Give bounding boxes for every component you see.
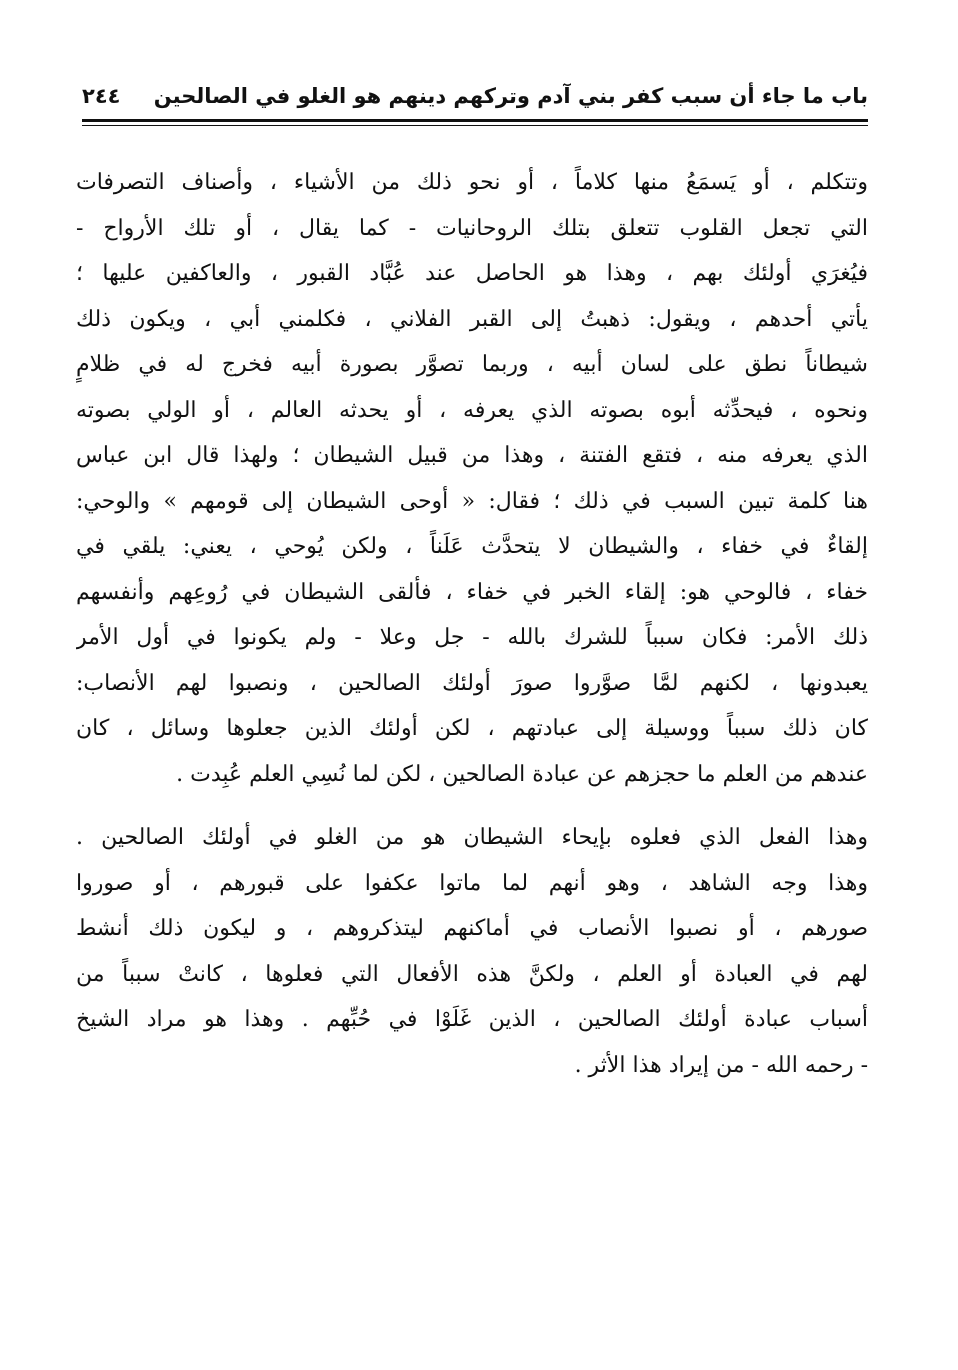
text-line: وتتكلم ، أو يَسمَعُ منها كلاماً ، أو نحو ذلك من الأشياء ، وأصناف التصرفات: [76, 170, 868, 195]
header-divider: [82, 119, 868, 122]
paragraph-1: [76, 160, 868, 797]
paragraph-2: [76, 815, 868, 1088]
text-line: ذلك الأمر: فكان سبباً للشرك بالله - جل وعلا - ولم يكونوا في أول الأمر: [76, 625, 868, 650]
text-line: الذي يعرفه منه ، فتقع الفتنة ، وهذا من قبيل الشيطان ؛ ولهذا قال ابن عباس: [76, 443, 868, 468]
text-line: لهم في العبادة أو العلم ، ولكنَّ هذه الأفعال التي فعلوها ، كانتْ سبباً من: [76, 961, 868, 987]
chapter-title: باب ما جاء أن سبب كفر بني آدم وتركهم دينهم هو الغلو في الصالحين: [153, 84, 868, 108]
text-line: كان ذلك سبباً ووسيلة إلى عبادتهم ، لكن أولئك الذين جعلوها وسائل ، كان: [76, 716, 868, 741]
text-line: هنا كلمة تبين السبب في ذلك ؛ فقال: « أوحى الشيطان إلى قومهم » والوحي:: [76, 488, 868, 514]
text-line: صورهم ، أو نصبوا الأنصاب في أماكنهم ليتذكروهم ، و ليكون ذلك أنشط: [76, 916, 868, 941]
running-header: [82, 78, 868, 120]
text-line: وهذا الفعل الذي فعلوه بإيحاء الشيطان هو من الغلو في أولئك الصالحين .: [76, 825, 868, 850]
text-line: - رحمه الله - من إيراد هذا الأثر .: [574, 1052, 868, 1078]
text-line: وهذا وجه الشاهد ، وهو أنهم لما ماتوا عكفوا على قبورهم ، أو صوروا: [76, 870, 868, 896]
paragraph-gap: [76, 797, 868, 815]
text-line: يعبدونها ، لكنهم لمَّا صوَّروا صورَ أولئك الصالحين ، ونصبوا لهم الأنصاب:: [76, 670, 868, 696]
text-line: شيطاناً نطق على لسان أبيه ، وربما تصوَّر بصورة أبيه فخرج له في ظلامٍ: [76, 352, 868, 377]
text-line: أسباب عبادة أولئك الصالحين ، الذين غَلَوْا في حُبِّهم . وهذا هو مراد الشيخ: [76, 1007, 868, 1032]
text-line: يأتي أحدهم ، ويقول: ذهبتُ إلى القبر الفلاني ، فكلمني أبي ، ويكون ذلك: [76, 306, 868, 332]
text-line: خفاء ، فالوحي هو: إلقاء الخبر في خفاء ، فألقى الشيطان في رُوعِهم وأنفسهم: [76, 579, 868, 605]
text-line: عندهم من العلم ما حجزهم عن عبادة الصالحين ، لكن لما نُسِي العلم عُبِدت .: [176, 761, 868, 787]
page-number: ٢٤٤: [82, 84, 121, 108]
text-line: التي تجعل القلوب تتعلق بتلك الروحانيات - كما يقال ، أو تلك الأرواح -: [76, 215, 868, 241]
text-line: فيُغرَي أولئك بهم ، وهذا هو الحاصل عند عُبَّاد القبور ، والعاكفين عليها ؛: [76, 261, 868, 286]
text-line: ونحوه ، فيحدِّثه أبوه بصوته الذي يعرفه ، أو يحدثه العالم ، أو الولي بصوته: [76, 397, 868, 423]
body-text: [76, 160, 868, 1088]
header-divider-thin: [82, 125, 868, 126]
text-line: إلقاءٌ في خفاء ، والشيطان لا يتحدَّث عَلَناً ، ولكن يُوحي ، يعني: يلقي في: [76, 534, 868, 559]
